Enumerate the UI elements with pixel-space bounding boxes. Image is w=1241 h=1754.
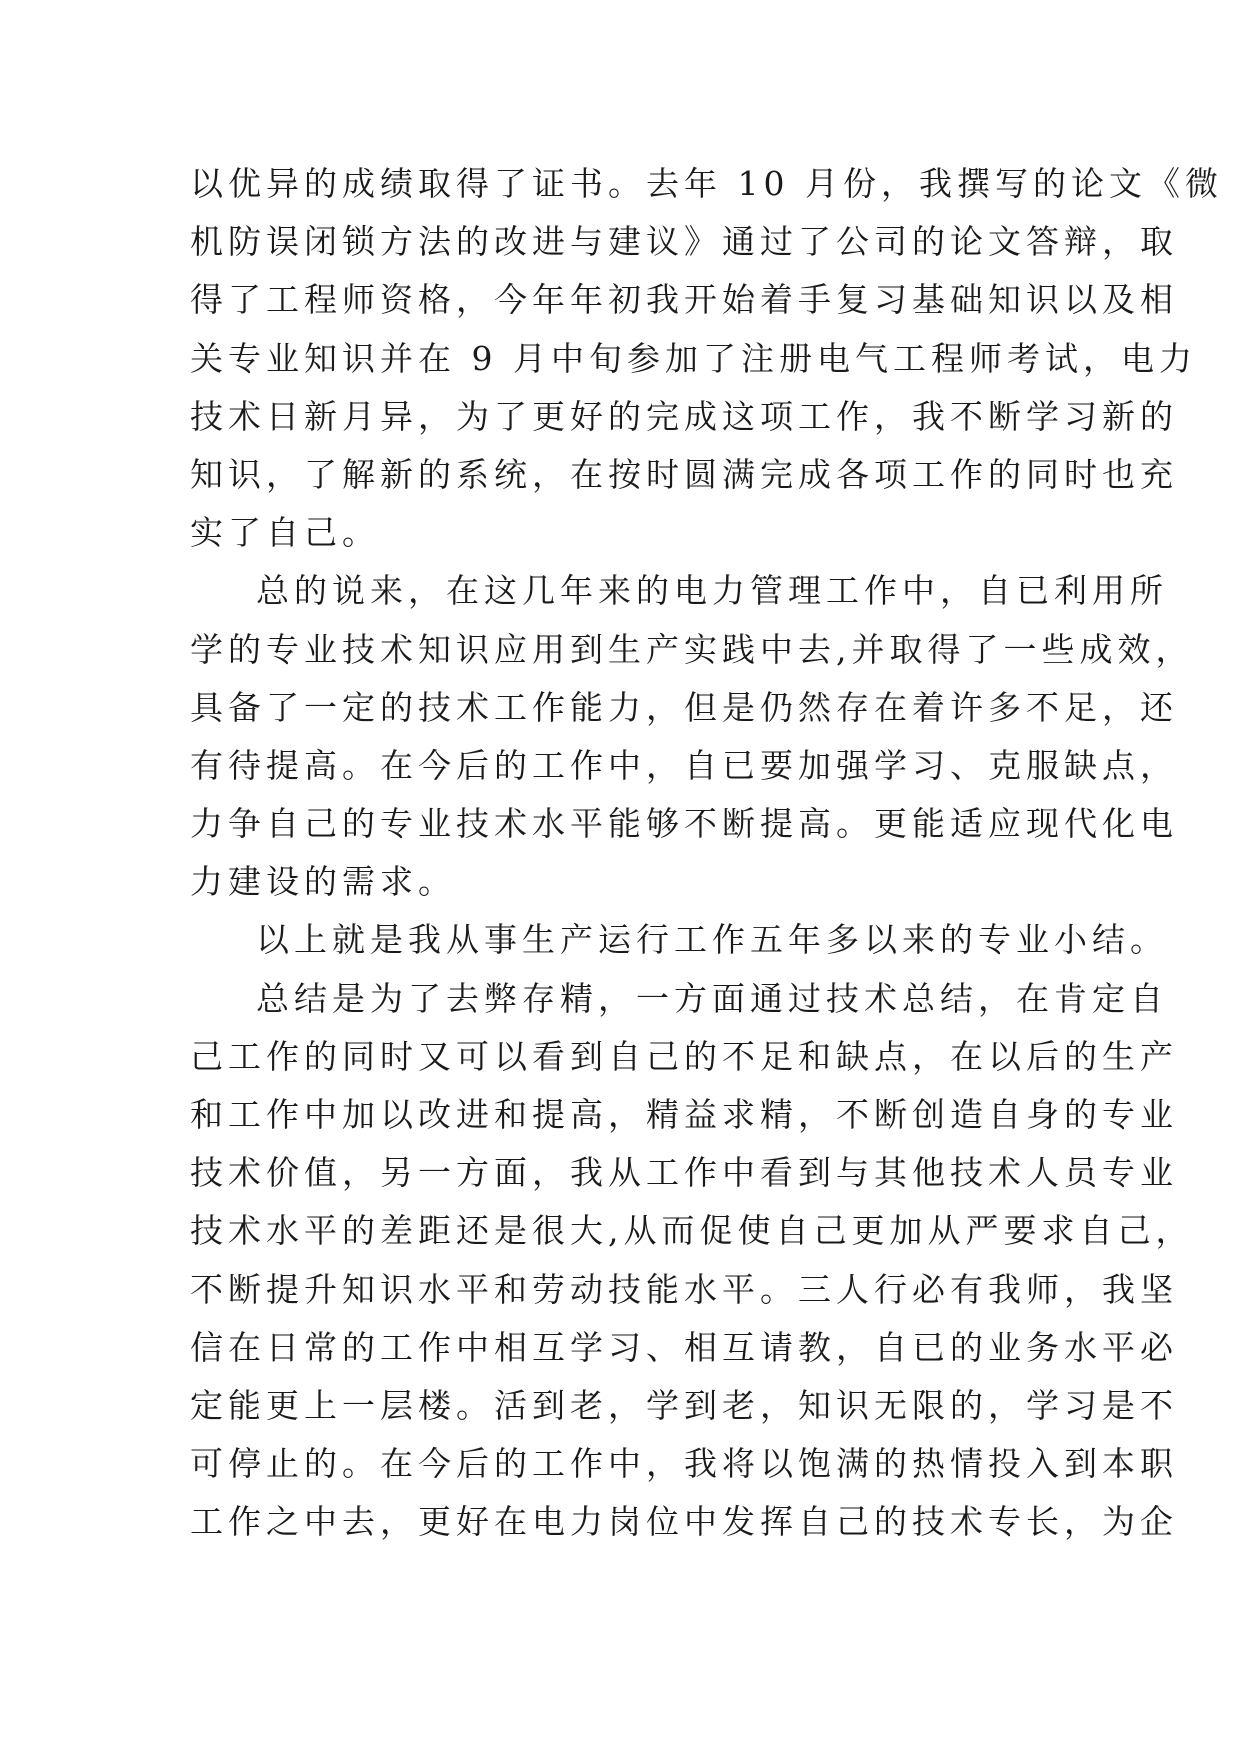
text-line: 力建设的需求。 xyxy=(190,862,456,902)
text-line: 己工作的同时又可以看到自己的不足和缺点，在以后的生产 xyxy=(190,1036,1178,1076)
text-line: 力争自己的专业技术水平能够不断提高。更能适应现代化电 xyxy=(190,804,1178,844)
text-line: 不断提升知识水平和劳动技能水平。三人行必有我师，我坚 xyxy=(190,1269,1178,1309)
text-line: 得了工程师资格，今年年初我开始着手复习基础知识以及相 xyxy=(190,280,1178,320)
paragraph-start-line: 以上就是我从事生产运行工作五年多以来的专业小结。 xyxy=(256,920,1168,960)
text-line: 实了自己。 xyxy=(190,513,380,553)
paragraph-start-line: 总结是为了去弊存精，一方面通过技术总结，在肯定自 xyxy=(256,978,1168,1018)
text-line: 机防误闭锁方法的改进与建议》通过了公司的论文答辩，取 xyxy=(190,222,1178,262)
text-line: 技术水平的差距还是很大,从而促使自己更加从严要求自己， xyxy=(190,1211,1194,1251)
text-line: 技术价值，另一方面，我从工作中看到与其他技术人员专业 xyxy=(190,1153,1178,1193)
text-line: 以优异的成绩取得了证书。去年 10 月份，我撰写的论文《微 xyxy=(190,164,1223,203)
text-line: 可停止的。在今后的工作中，我将以饱满的热情投入到本职 xyxy=(190,1444,1178,1484)
text-line: 具备了一定的技术工作能力，但是仍然存在着许多不足，还 xyxy=(190,687,1178,727)
paragraph-start-line: 总的说来，在这几年来的电力管理工作中，自已利用所 xyxy=(256,571,1168,611)
text-line: 信在日常的工作中相互学习、相互请教，自已的业务水平必 xyxy=(190,1327,1178,1367)
text-line: 有待提高。在今后的工作中，自已要加强学习、克服缺点， xyxy=(190,745,1178,785)
text-line: 和工作中加以改进和提高，精益求精，不断创造自身的专业 xyxy=(190,1095,1178,1134)
text-line: 知识，了解新的系统，在按时圆满完成各项工作的同时也充 xyxy=(190,454,1178,494)
text-line: 关专业知识并在 9 月中旬参加了注册电气工程师考试，电力 xyxy=(190,338,1197,378)
text-line: 工作之中去，更好在电力岗位中发挥自己的技术专长，为企 xyxy=(190,1502,1178,1542)
text-line: 学的专业技术知识应用到生产实践中去,并取得了一些成效， xyxy=(190,629,1194,669)
text-line: 技术日新月异，为了更好的完成这项工作，我不断学习新的 xyxy=(190,396,1178,436)
text-line: 定能更上一层楼。活到老，学到老，知识无限的，学习是不 xyxy=(190,1385,1178,1425)
body-text xyxy=(190,155,1223,1552)
